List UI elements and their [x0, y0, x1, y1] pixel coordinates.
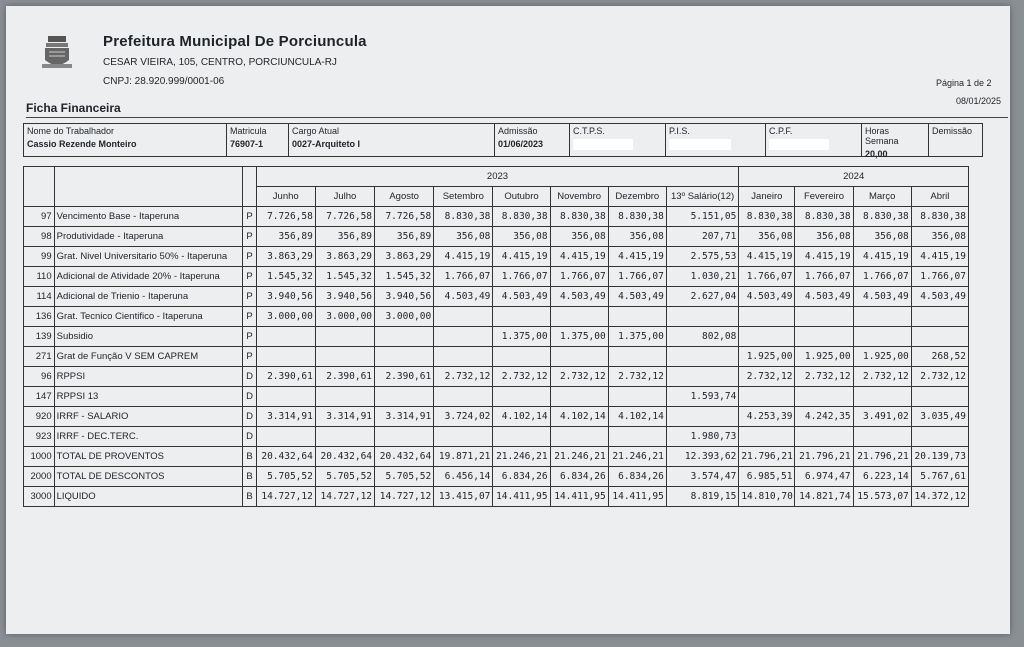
value-cell [550, 307, 608, 327]
value-cell: 14.727,12 [256, 487, 315, 507]
row-description: RPPSI [54, 367, 243, 387]
value-cell: 13.415,07 [434, 487, 493, 507]
coat-of-arms-icon [40, 34, 74, 72]
month-header: 13º Salário(12) [666, 187, 738, 207]
admissao-label: Admissão [498, 126, 538, 136]
row-description: Grat. Nivel Universitario 50% - Itaperuna [54, 247, 243, 267]
table-row [24, 347, 969, 367]
value-cell: 20.432,64 [375, 447, 434, 467]
month-header: Março [853, 187, 911, 207]
value-cell: 3.035,49 [911, 407, 968, 427]
row-type: P [243, 267, 256, 287]
document-title: Ficha Financeira [26, 101, 121, 115]
table-row [24, 327, 969, 347]
org-title: Prefeitura Municipal De Porciuncula [103, 33, 367, 50]
value-cell: 3.000,00 [375, 307, 434, 327]
divider [26, 117, 1008, 118]
row-type: D [243, 427, 256, 447]
financial-table [23, 166, 969, 507]
value-cell: 1.766,07 [550, 267, 608, 287]
table-row [24, 307, 969, 327]
name-cell [24, 124, 227, 156]
value-cell [608, 427, 666, 447]
value-cell: 3.000,00 [315, 307, 374, 327]
matricula-label: Matricula [230, 126, 267, 136]
value-cell: 6.834,26 [608, 467, 666, 487]
value-cell: 14.727,12 [375, 487, 434, 507]
value-cell: 1.766,07 [853, 267, 911, 287]
value-cell: 4.503,49 [434, 287, 493, 307]
pis-redaction [669, 139, 731, 150]
value-cell: 2.732,12 [608, 367, 666, 387]
value-cell: 6.985,51 [739, 467, 795, 487]
value-cell: 15.573,07 [853, 487, 911, 507]
ctps-label: C.T.P.S. [573, 126, 605, 136]
value-cell: 3.940,56 [375, 287, 434, 307]
matricula-value: 76907-1 [230, 139, 264, 149]
value-cell: 5.705,52 [256, 467, 315, 487]
value-cell [493, 307, 550, 327]
value-cell [853, 327, 911, 347]
value-cell [739, 327, 795, 347]
name-label: Nome do Trabalhador [27, 126, 115, 136]
row-description: Produtividade - Itaperuna [54, 227, 243, 247]
value-cell: 1.925,00 [795, 347, 853, 367]
value-cell [795, 307, 853, 327]
row-description: TOTAL DE PROVENTOS [54, 447, 243, 467]
employee-info-box [23, 123, 983, 157]
value-cell: 3.940,56 [256, 287, 315, 307]
row-code: 96 [24, 367, 55, 387]
value-cell [853, 387, 911, 407]
year-2024: 2024 [739, 167, 969, 187]
value-cell: 6.834,26 [550, 467, 608, 487]
row-code: 147 [24, 387, 55, 407]
month-header: Janeiro [739, 187, 795, 207]
value-cell: 14.727,12 [315, 487, 374, 507]
row-code: 136 [24, 307, 55, 327]
value-cell: 8.830,38 [911, 207, 968, 227]
value-cell: 20.432,64 [315, 447, 374, 467]
value-cell: 4.253,39 [739, 407, 795, 427]
value-cell [795, 387, 853, 407]
row-code: 271 [24, 347, 55, 367]
value-cell: 3.863,29 [315, 247, 374, 267]
horas-label: Horas Semana [865, 126, 899, 146]
month-header: Outubro [493, 187, 550, 207]
row-description: TOTAL DE DESCONTOS [54, 467, 243, 487]
row-type: P [243, 327, 256, 347]
value-cell: 268,52 [911, 347, 968, 367]
row-type: P [243, 247, 256, 267]
page-number: Página 1 de 2 [936, 78, 992, 88]
value-cell: 4.503,49 [608, 287, 666, 307]
value-cell [315, 347, 374, 367]
value-cell [550, 347, 608, 367]
demissao-label: Demissão [932, 126, 973, 136]
month-header: Junho [256, 187, 315, 207]
value-cell [666, 367, 738, 387]
year-2023: 2023 [256, 167, 739, 187]
row-code: 98 [24, 227, 55, 247]
value-cell: 356,08 [550, 227, 608, 247]
value-cell [434, 307, 493, 327]
value-cell: 356,08 [493, 227, 550, 247]
table-row [24, 407, 969, 427]
value-cell: 356,89 [375, 227, 434, 247]
value-cell: 4.242,35 [795, 407, 853, 427]
cpf-cell [766, 124, 862, 156]
value-cell: 1.980,73 [666, 427, 738, 447]
value-cell: 21.796,21 [739, 447, 795, 467]
value-cell: 8.830,38 [795, 207, 853, 227]
value-cell: 356,89 [256, 227, 315, 247]
table-row [24, 447, 969, 467]
table-row [24, 287, 969, 307]
value-cell: 14.411,95 [493, 487, 550, 507]
value-cell [375, 387, 434, 407]
value-cell: 21.796,21 [795, 447, 853, 467]
value-cell [375, 427, 434, 447]
value-cell: 4.415,19 [608, 247, 666, 267]
value-cell: 5.705,52 [315, 467, 374, 487]
value-cell: 356,08 [795, 227, 853, 247]
value-cell [550, 427, 608, 447]
value-cell: 4.503,49 [493, 287, 550, 307]
value-cell: 3.314,91 [315, 407, 374, 427]
admissao-cell [495, 124, 570, 156]
cpf-redaction [769, 139, 829, 150]
value-cell: 4.102,14 [608, 407, 666, 427]
row-description: Subsidio [54, 327, 243, 347]
value-cell: 356,89 [315, 227, 374, 247]
value-cell: 1.766,07 [739, 267, 795, 287]
ctps-redaction [573, 139, 633, 150]
value-cell: 1.375,00 [550, 327, 608, 347]
value-cell [608, 347, 666, 367]
value-cell: 1.766,07 [911, 267, 968, 287]
value-cell: 2.732,12 [434, 367, 493, 387]
row-code: 1000 [24, 447, 55, 467]
value-cell [739, 307, 795, 327]
value-cell: 356,08 [911, 227, 968, 247]
matricula-cell [227, 124, 289, 156]
value-cell: 21.246,21 [608, 447, 666, 467]
employee-name: Cassio Rezende Monteiro [27, 139, 137, 149]
value-cell: 2.732,12 [550, 367, 608, 387]
value-cell [608, 307, 666, 327]
row-description: RPPSI 13 [54, 387, 243, 407]
value-cell: 1.545,32 [375, 267, 434, 287]
row-code: 3000 [24, 487, 55, 507]
row-code: 97 [24, 207, 55, 227]
value-cell: 4.415,19 [911, 247, 968, 267]
value-cell: 19.871,21 [434, 447, 493, 467]
value-cell [666, 307, 738, 327]
value-cell: 6.223,14 [853, 467, 911, 487]
type-header [243, 167, 256, 207]
table-row [24, 387, 969, 407]
print-date: 08/01/2025 [956, 96, 1002, 106]
value-cell: 4.503,49 [911, 287, 968, 307]
value-cell: 2.390,61 [375, 367, 434, 387]
row-description: Adicional de Trienio - Itaperuna [54, 287, 243, 307]
value-cell: 356,08 [608, 227, 666, 247]
value-cell [666, 407, 738, 427]
row-code: 139 [24, 327, 55, 347]
value-cell [256, 387, 315, 407]
value-cell [315, 427, 374, 447]
row-code: 110 [24, 267, 55, 287]
value-cell: 4.415,19 [493, 247, 550, 267]
pis-cell [666, 124, 766, 156]
value-cell: 802,08 [666, 327, 738, 347]
value-cell: 8.830,38 [608, 207, 666, 227]
value-cell: 1.766,07 [493, 267, 550, 287]
row-description: Vencimento Base - Itaperuna [54, 207, 243, 227]
value-cell [666, 347, 738, 367]
value-cell [375, 327, 434, 347]
value-cell [315, 327, 374, 347]
value-cell: 356,08 [739, 227, 795, 247]
horas-value: 20,00 [865, 149, 888, 159]
value-cell: 356,08 [853, 227, 911, 247]
row-type: P [243, 207, 256, 227]
value-cell [911, 387, 968, 407]
value-cell: 2.390,61 [315, 367, 374, 387]
value-cell: 8.830,38 [853, 207, 911, 227]
value-cell: 7.726,58 [375, 207, 434, 227]
month-header: Abril [911, 187, 968, 207]
row-description: Adicional de Atividade 20% - Itaperuna [54, 267, 243, 287]
value-cell: 8.830,38 [434, 207, 493, 227]
row-description: IRRF - SALARIO [54, 407, 243, 427]
value-cell: 2.732,12 [739, 367, 795, 387]
row-code: 114 [24, 287, 55, 307]
month-header: Dezembro [608, 187, 666, 207]
value-cell: 3.724,02 [434, 407, 493, 427]
row-code: 99 [24, 247, 55, 267]
value-cell: 1.766,07 [795, 267, 853, 287]
value-cell [434, 387, 493, 407]
value-cell: 3.863,29 [256, 247, 315, 267]
value-cell [434, 347, 493, 367]
cargo-value: 0027-Arquiteto I [292, 139, 361, 149]
row-description: LIQUIDO [54, 487, 243, 507]
value-cell [795, 427, 853, 447]
description-header [54, 167, 243, 207]
value-cell: 2.627,04 [666, 287, 738, 307]
value-cell: 3.574,47 [666, 467, 738, 487]
value-cell: 3.940,56 [315, 287, 374, 307]
value-cell: 4.415,19 [739, 247, 795, 267]
value-cell: 7.726,58 [315, 207, 374, 227]
value-cell: 20.139,73 [911, 447, 968, 467]
horas-cell [862, 124, 929, 159]
table-row [24, 367, 969, 387]
row-type: D [243, 367, 256, 387]
value-cell: 3.863,29 [375, 247, 434, 267]
value-cell: 4.503,49 [853, 287, 911, 307]
value-cell: 4.102,14 [493, 407, 550, 427]
value-cell: 3.000,00 [256, 307, 315, 327]
month-header: Fevereiro [795, 187, 853, 207]
value-cell: 4.503,49 [795, 287, 853, 307]
row-code: 923 [24, 427, 55, 447]
value-cell [434, 427, 493, 447]
document-page [6, 6, 1010, 634]
value-cell: 21.796,21 [853, 447, 911, 467]
table-row [24, 427, 969, 447]
value-cell: 14.810,70 [739, 487, 795, 507]
month-header: Novembro [550, 187, 608, 207]
value-cell: 4.415,19 [550, 247, 608, 267]
value-cell: 3.314,91 [375, 407, 434, 427]
demissao-cell [929, 124, 982, 156]
value-cell: 1.030,21 [666, 267, 738, 287]
value-cell: 1.545,32 [315, 267, 374, 287]
value-cell: 4.503,49 [550, 287, 608, 307]
value-cell [739, 387, 795, 407]
cpf-label: C.P.F. [769, 126, 793, 136]
value-cell: 2.732,12 [795, 367, 853, 387]
value-cell [256, 327, 315, 347]
row-type: D [243, 387, 256, 407]
value-cell [911, 307, 968, 327]
table-row [24, 227, 969, 247]
row-type: B [243, 487, 256, 507]
row-description: Grat. Tecnico Cientifico - Itaperuna [54, 307, 243, 327]
table-row [24, 487, 969, 507]
cargo-label: Cargo Atual [292, 126, 340, 136]
value-cell: 2.732,12 [911, 367, 968, 387]
row-type: B [243, 447, 256, 467]
value-cell [550, 387, 608, 407]
row-type: D [243, 407, 256, 427]
value-cell: 6.974,47 [795, 467, 853, 487]
value-cell: 2.575,53 [666, 247, 738, 267]
value-cell: 1.375,00 [493, 327, 550, 347]
ctps-cell [570, 124, 666, 156]
cargo-cell [289, 124, 495, 156]
value-cell: 1.925,00 [739, 347, 795, 367]
month-header: Julho [315, 187, 374, 207]
value-cell [256, 427, 315, 447]
value-cell [853, 307, 911, 327]
code-header [24, 167, 55, 207]
value-cell: 1.593,74 [666, 387, 738, 407]
row-type: P [243, 287, 256, 307]
row-code: 920 [24, 407, 55, 427]
pis-label: P.I.S. [669, 126, 690, 136]
value-cell: 1.766,07 [434, 267, 493, 287]
value-cell: 6.834,26 [493, 467, 550, 487]
value-cell: 6.456,14 [434, 467, 493, 487]
table-row [24, 467, 969, 487]
row-type: P [243, 307, 256, 327]
value-cell: 1.925,00 [853, 347, 911, 367]
value-cell [911, 427, 968, 447]
row-description: Grat de Função V SEM CAPREM [54, 347, 243, 367]
value-cell: 5.767,61 [911, 467, 968, 487]
month-header: Setembro [434, 187, 493, 207]
value-cell: 14.821,74 [795, 487, 853, 507]
value-cell: 8.830,38 [550, 207, 608, 227]
value-cell: 21.246,21 [493, 447, 550, 467]
value-cell: 2.732,12 [853, 367, 911, 387]
month-header: Agosto [375, 187, 434, 207]
value-cell [608, 387, 666, 407]
value-cell: 12.393,62 [666, 447, 738, 467]
value-cell: 8.830,38 [493, 207, 550, 227]
org-address: CESAR VIEIRA, 105, CENTRO, PORCIUNCULA-RJ [103, 57, 337, 68]
value-cell: 4.415,19 [795, 247, 853, 267]
row-type: B [243, 467, 256, 487]
value-cell: 4.102,14 [550, 407, 608, 427]
value-cell: 14.372,12 [911, 487, 968, 507]
value-cell: 21.246,21 [550, 447, 608, 467]
value-cell: 20.432,64 [256, 447, 315, 467]
value-cell: 14.411,95 [550, 487, 608, 507]
value-cell: 5.151,05 [666, 207, 738, 227]
value-cell [739, 427, 795, 447]
value-cell [493, 387, 550, 407]
org-cnpj: CNPJ: 28.920.999/0001-06 [103, 76, 225, 87]
value-cell: 1.766,07 [608, 267, 666, 287]
value-cell: 3.491,02 [853, 407, 911, 427]
row-type: P [243, 347, 256, 367]
admissao-value: 01/06/2023 [498, 139, 544, 149]
row-code: 2000 [24, 467, 55, 487]
value-cell: 2.390,61 [256, 367, 315, 387]
value-cell [375, 347, 434, 367]
value-cell [493, 347, 550, 367]
value-cell: 3.314,91 [256, 407, 315, 427]
value-cell: 14.411,95 [608, 487, 666, 507]
value-cell: 4.415,19 [853, 247, 911, 267]
value-cell: 5.705,52 [375, 467, 434, 487]
row-description: IRRF - DEC.TERC. [54, 427, 243, 447]
value-cell [256, 347, 315, 367]
table-row [24, 267, 969, 287]
value-cell [911, 327, 968, 347]
value-cell: 4.415,19 [434, 247, 493, 267]
value-cell: 8.819,15 [666, 487, 738, 507]
value-cell: 7.726,58 [256, 207, 315, 227]
value-cell: 207,71 [666, 227, 738, 247]
value-cell: 1.375,00 [608, 327, 666, 347]
value-cell [853, 427, 911, 447]
value-cell [434, 327, 493, 347]
table-row [24, 207, 969, 227]
table-row [24, 247, 969, 267]
value-cell [315, 387, 374, 407]
row-type: P [243, 227, 256, 247]
value-cell: 1.545,32 [256, 267, 315, 287]
value-cell [493, 427, 550, 447]
value-cell: 2.732,12 [493, 367, 550, 387]
value-cell: 4.503,49 [739, 287, 795, 307]
value-cell [795, 327, 853, 347]
value-cell: 8.830,38 [739, 207, 795, 227]
value-cell: 356,08 [434, 227, 493, 247]
